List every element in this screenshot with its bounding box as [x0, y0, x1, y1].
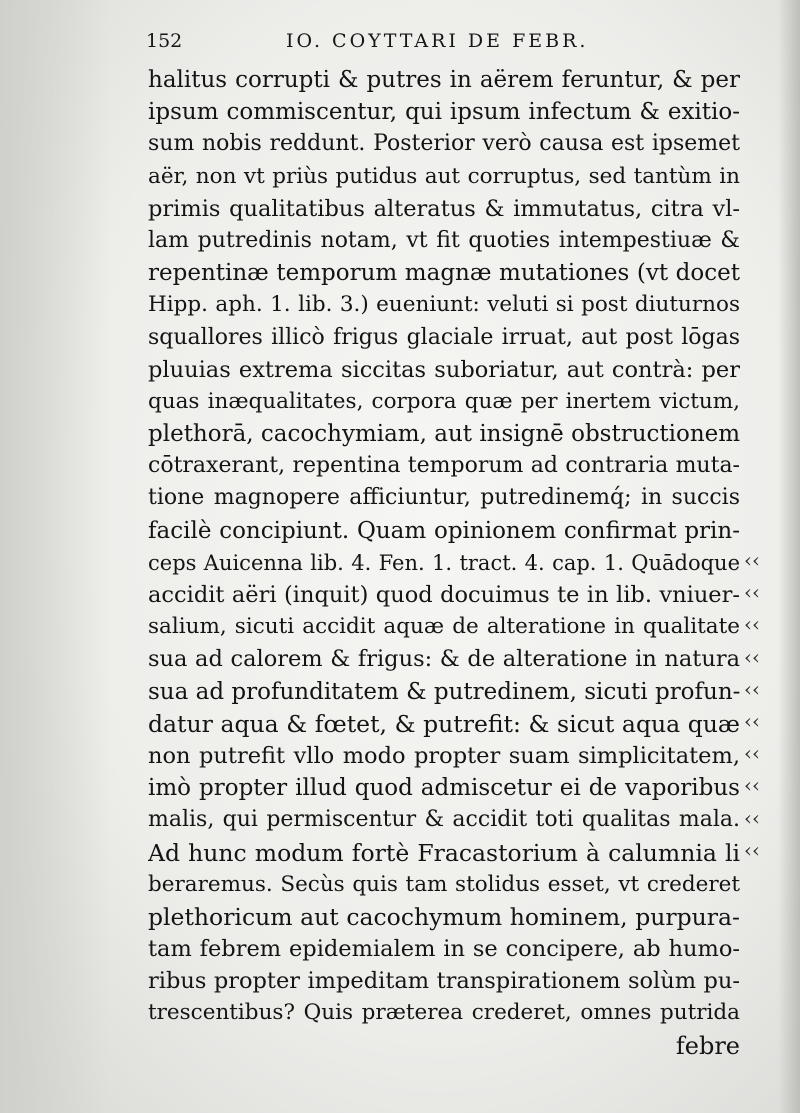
quote-mark: ‹‹	[744, 676, 760, 701]
quote-mark: ‹‹	[744, 837, 760, 862]
text-line: sua ad calorem & frigus: & de alteratione in natura	[148, 646, 740, 673]
text-line: Ad hunc modum fortè Fracastorium à calumnia li	[148, 838, 740, 867]
quote-mark: ‹‹	[744, 708, 760, 733]
text-line: squallores illicò frigus glaciale irruat, aut post lōgas	[148, 324, 740, 350]
text-line: halitus corrupti & putres in aërem feruntur, & per	[148, 67, 740, 93]
text-line: repentinæ temporum magnæ mutationes (vt docet	[148, 260, 740, 287]
catchword: febre	[675, 1031, 740, 1060]
text-line: aër, non vt priùs putidus aut corruptus, sed tantùm in	[148, 163, 740, 189]
text-line: ipsum commiscentur, qui ipsum infectum & exitio-	[148, 99, 740, 126]
quote-mark: ‹‹	[744, 612, 760, 637]
quote-mark: ‹‹	[744, 773, 760, 798]
text-line: plethoricum aut cacochymum hominem, purpura-	[148, 902, 740, 931]
text-line: tione magnopere afficiuntur, putredinemq́; in succis	[148, 485, 740, 511]
text-line: plethorā, cacochymiam, aut insignē obstructionem	[148, 421, 740, 448]
text-line: datur aqua & fœtet, & putrefit: & sicut aqua quæ	[148, 709, 740, 738]
quote-mark: ‹‹	[744, 644, 760, 669]
text-line: non putrefit vllo modo propter suam simplicitatem,	[148, 742, 740, 769]
page-number: 152	[146, 30, 183, 52]
body-text	[148, 64, 740, 1062]
text-line: primis qualitatibus alteratus & immutatus, citra vl-	[148, 195, 740, 222]
text-line: malis, qui permiscentur & accidit toti qualitas mala.	[148, 807, 740, 833]
text-line: facilè concipiunt. Quam opinionem confirmat prin-	[148, 517, 740, 544]
text-line: sum nobis reddunt. Posterior verò causa est ipsemet	[148, 131, 740, 157]
text-line: cōtraxerant, repentina temporum ad contraria muta-	[148, 453, 740, 479]
text-line: sua ad profunditatem & putredinem, sicuti profun-	[148, 678, 740, 705]
quote-mark: ‹‹	[744, 741, 760, 766]
text-line: imò propter illud quod admiscetur ei de vaporibus	[148, 775, 740, 802]
text-line: accidit aëri (inquit) quod docuimus te in lib. vniuer-	[148, 582, 740, 608]
quote-mark: ‹‹	[744, 805, 760, 830]
text-line: Hipp. aph. 1. lib. 3.) eueniunt: veluti si post diuturnos	[148, 292, 740, 318]
marginal-quote-marks	[744, 544, 784, 866]
text-line: ribus propter impeditam transpirationem solùm pu-	[148, 968, 740, 995]
text-line: pluuias extrema siccitas suboriatur, aut contrà: per	[148, 356, 740, 383]
text-line: salium, sicuti accidit aquæ de alteratione in qualitate	[148, 614, 740, 640]
text-line: quas inæqualitates, corpora quæ per inertem victum,	[148, 388, 740, 414]
quote-mark: ‹‹	[744, 580, 760, 605]
text-line: lam putredinis notam, vt fit quoties intempestiuæ &	[148, 227, 740, 253]
text-line: trescentibus? Quis præterea crederet, omnes putrida	[148, 1000, 740, 1026]
text-line: beraremus. Secùs quis tam stolidus esset, vt crederet	[148, 871, 740, 897]
quote-mark: ‹‹	[744, 548, 760, 572]
running-head: IO. COYTTARI DE FEBR.	[286, 30, 589, 52]
text-line: ceps Auicenna lib. 4. Fen. 1. tract. 4. cap. 1. Quādoque	[148, 550, 740, 575]
text-line: tam febrem epidemialem in se concipere, ab humo-	[148, 936, 740, 963]
